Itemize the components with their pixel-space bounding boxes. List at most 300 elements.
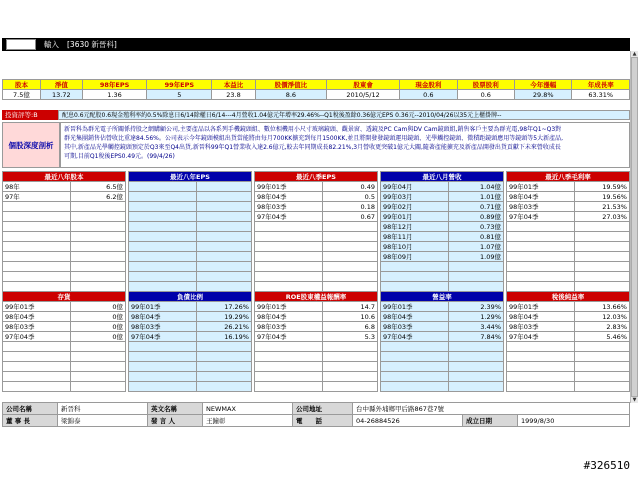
table-row (255, 342, 378, 352)
row-label (507, 372, 575, 382)
row-value (574, 362, 629, 372)
row-value: 19.56% (574, 192, 629, 202)
row-label (3, 242, 71, 252)
summary-header: 股本 (3, 80, 41, 90)
row-value: 1.07億 (448, 242, 503, 252)
table-row (3, 362, 126, 372)
table-row (381, 262, 504, 272)
table-row (129, 302, 252, 312)
table-row (507, 272, 630, 282)
row-value (574, 242, 629, 252)
table-row (381, 322, 504, 332)
row-label (129, 232, 197, 242)
row-label: 98年10月 (381, 242, 449, 252)
row-label: 98年 (3, 182, 71, 192)
panel-title: ROE股東權益報酬率 (255, 292, 378, 302)
row-label (129, 352, 197, 362)
row-label (255, 232, 323, 242)
row-value (196, 182, 251, 192)
table-row (129, 342, 252, 352)
table-row (507, 232, 630, 242)
table-row (129, 372, 252, 382)
summary-value: 13.72 (40, 90, 82, 100)
summary-header: 年成長率 (572, 80, 630, 90)
table-row (255, 242, 378, 252)
row-label: 99年01季 (507, 182, 575, 192)
row-value: 21.53% (574, 202, 629, 212)
table-row (507, 382, 630, 392)
table-row (507, 322, 630, 332)
table-row (129, 212, 252, 222)
row-value (574, 252, 629, 262)
row-value (70, 352, 125, 362)
row-label: 98年04季 (381, 312, 449, 322)
row-value: 2.39% (448, 302, 503, 312)
row-value (70, 382, 125, 392)
row-value: 0.89億 (448, 212, 503, 222)
founded-label: 成立日期 (463, 415, 518, 427)
row-label (3, 372, 71, 382)
row-label: 99年01季 (255, 182, 323, 192)
summary-header: 98年EPS (82, 80, 147, 90)
row-label: 98年03季 (255, 322, 323, 332)
table-row (381, 332, 504, 342)
row-value (70, 232, 125, 242)
row-label: 97年04季 (129, 332, 197, 342)
row-label (255, 342, 323, 352)
row-label (381, 352, 449, 362)
row-value: 1.09億 (448, 252, 503, 262)
row-value (448, 382, 503, 392)
table-row (3, 222, 126, 232)
row-label: 97年04季 (507, 212, 575, 222)
row-value (448, 372, 503, 382)
row-label (255, 252, 323, 262)
table-row (129, 232, 252, 242)
table-row (129, 312, 252, 322)
summary-header: 股東會 (327, 80, 400, 90)
table-row (381, 232, 504, 242)
table-row (129, 322, 252, 332)
table-row (129, 332, 252, 342)
row-label: 99年01季 (3, 302, 71, 312)
row-value: 1.29% (448, 312, 503, 322)
row-value (574, 352, 629, 362)
row-value (70, 372, 125, 382)
investment-rating (2, 110, 630, 120)
table-row (3, 342, 126, 352)
row-value (322, 352, 377, 362)
row-label (3, 212, 71, 222)
row-value: 0.49 (322, 182, 377, 192)
founded-date: 1999/8/30 (518, 415, 630, 427)
row-label (129, 272, 197, 282)
row-label (129, 362, 197, 372)
roe-panel (254, 291, 378, 392)
table-row (507, 182, 630, 192)
row-value: 6.5億 (70, 182, 125, 192)
row-value (322, 372, 377, 382)
row-value (322, 362, 377, 372)
panel-title: 最近八季EPS (255, 172, 378, 182)
row-label: 98年11月 (381, 232, 449, 242)
company-name-label: 公司名稱 (3, 403, 58, 415)
english-name-label: 英文名稱 (148, 403, 203, 415)
row-label: 99年01月 (381, 212, 449, 222)
row-label (3, 202, 71, 212)
table-row (507, 192, 630, 202)
row-label (507, 252, 575, 262)
row-value (574, 282, 629, 292)
analysis-line: 新晉科為群光電子所關係持股之網購顧公司,主要產品以各系列手機鏡頭組、數位相機用小尺寸玻璃鏡頭、觀景窗、透鏡及PC Cam與DV Cam鏡頭組,銷售客戶主要為群光電,98年Q1~Q3對 (64, 126, 562, 133)
panel-title: 營益率 (381, 292, 504, 302)
panel-title: 存貨 (3, 292, 126, 302)
table-row (381, 302, 504, 312)
row-value (70, 242, 125, 252)
table-row (381, 372, 504, 382)
top-bar (2, 38, 630, 51)
table-row (507, 362, 630, 372)
address-label: 公司地址 (293, 403, 353, 415)
table-row (507, 242, 630, 252)
table-row (255, 332, 378, 342)
row-value (448, 352, 503, 362)
table-row (381, 272, 504, 282)
table-row (129, 362, 252, 372)
row-label (3, 352, 71, 362)
row-value (448, 282, 503, 292)
table-row (255, 252, 378, 262)
table-row (507, 262, 630, 272)
panel-title: 最近八季毛利率 (507, 172, 630, 182)
row-value: 26.21% (196, 322, 251, 332)
table-row (3, 242, 126, 252)
row-label: 97年04季 (255, 212, 323, 222)
row-value (448, 262, 503, 272)
table-row (381, 352, 504, 362)
row-value (196, 202, 251, 212)
row-label (255, 282, 323, 292)
row-label (129, 212, 197, 222)
row-label (381, 262, 449, 272)
analysis-line: 可期,目前Q1稅後EPS0.49元。(99/4/26) (64, 153, 175, 160)
spokesperson-label: 發 言 人 (148, 415, 203, 427)
summary-value: 7.5億 (3, 90, 41, 100)
row-label (3, 382, 71, 392)
eps-8y-panel (128, 171, 252, 292)
phone: 04-26884526 (353, 415, 463, 427)
row-value (196, 262, 251, 272)
row-value: 19.29% (196, 312, 251, 322)
table-row (3, 202, 126, 212)
scroll-thumb[interactable] (631, 57, 638, 397)
table-row (255, 312, 378, 322)
stock-input[interactable] (6, 39, 36, 50)
row-value (322, 252, 377, 262)
row-label (129, 202, 197, 212)
spokesperson: 王鐘彰 (203, 415, 293, 427)
panel-title: 稅後純益率 (507, 292, 630, 302)
row-label: 98年03季 (255, 202, 323, 212)
row-value: 0.71億 (448, 202, 503, 212)
row-label (255, 222, 323, 232)
analysis-text (60, 122, 630, 168)
table-row (381, 222, 504, 232)
summary-value: 0.6 (400, 90, 457, 100)
row-value (574, 232, 629, 242)
row-value (574, 342, 629, 352)
analysis-line: 其中,新產品光學觸控鏡頭預定於Q3來至Q4出貨,新晉科99年Q1營業收入達2.6億元,較去年同期成長82.21%,3月營收更突破1億元大關,隨著產能擴充及新產品開發出貨貢獻下未來營收成長 (64, 144, 561, 151)
eps-8q-panel (254, 171, 378, 292)
row-label (255, 272, 323, 282)
row-value (70, 202, 125, 212)
row-value (70, 212, 125, 222)
row-value: 0億 (70, 322, 125, 332)
row-value (70, 262, 125, 272)
row-label (507, 342, 575, 352)
table-row (507, 302, 630, 312)
row-value: 27.03% (574, 212, 629, 222)
row-value (322, 282, 377, 292)
panel-title: 負債比例 (129, 292, 252, 302)
row-label (3, 282, 71, 292)
table-row (507, 332, 630, 342)
table-row (3, 192, 126, 202)
table-row (255, 232, 378, 242)
row-value: 6.2億 (70, 192, 125, 202)
table-row (507, 202, 630, 212)
row-value (196, 342, 251, 352)
table-row (3, 372, 126, 382)
row-label (507, 232, 575, 242)
row-label: 97年04季 (507, 332, 575, 342)
row-label: 98年04季 (255, 312, 323, 322)
row-label (507, 262, 575, 272)
row-value (574, 272, 629, 282)
row-label: 98年09月 (381, 252, 449, 262)
table-row (381, 242, 504, 252)
table-row (3, 322, 126, 332)
row-value (322, 222, 377, 232)
table-row (381, 342, 504, 352)
row-value: 0.18 (322, 202, 377, 212)
table-row (507, 352, 630, 362)
row-label (3, 272, 71, 282)
row-label: 98年03季 (3, 322, 71, 332)
summary-header: 99年EPS (147, 80, 212, 90)
row-value (70, 342, 125, 352)
row-value (322, 342, 377, 352)
company-name: 新晉科 (58, 403, 148, 415)
row-label (381, 372, 449, 382)
row-value (196, 232, 251, 242)
table-row (129, 272, 252, 282)
table-row (129, 242, 252, 252)
summary-value: 5 (147, 90, 212, 100)
table-row (381, 282, 504, 292)
analysis-line: 群光集團銷售佔營收比重達84.56%。公司表示今年鏡頭模組出貨當能將由每月700KK擴充到每月1500KK,並且將開發發鏡頭運用鏡頭、光學觸控鏡頭、微積距鏡頭應用等鏡頭等5大新產品, (64, 135, 563, 142)
row-label (129, 262, 197, 272)
table-row (507, 222, 630, 232)
row-label (507, 222, 575, 232)
row-value: 19.59% (574, 182, 629, 192)
row-label (129, 252, 197, 262)
row-label: 98年04季 (507, 312, 575, 322)
table-row (255, 382, 378, 392)
table-row (381, 212, 504, 222)
net-margin-panel (506, 291, 630, 392)
table-row (381, 312, 504, 322)
table-row (129, 262, 252, 272)
table-row (255, 272, 378, 282)
table-row (129, 252, 252, 262)
row-value (196, 242, 251, 252)
row-label: 99年01季 (255, 302, 323, 312)
table-row (129, 192, 252, 202)
row-value (574, 372, 629, 382)
table-row (255, 352, 378, 362)
row-label (255, 352, 323, 362)
company-info-table (2, 402, 630, 427)
row-label (381, 282, 449, 292)
row-value: 6.8 (322, 322, 377, 332)
row-value: 1.04億 (448, 182, 503, 192)
row-label (3, 342, 71, 352)
row-value: 0.67 (322, 212, 377, 222)
table-row (3, 252, 126, 262)
summary-value: 0.6 (457, 90, 514, 100)
row-value: 0.5 (322, 192, 377, 202)
table-row (255, 262, 378, 272)
row-label (129, 372, 197, 382)
table-row (3, 332, 126, 342)
summary-header: 股票股利 (457, 80, 514, 90)
row-value (196, 372, 251, 382)
row-value: 12.03% (574, 312, 629, 322)
row-label: 98年03季 (381, 322, 449, 332)
row-value (196, 192, 251, 202)
row-label: 98年04季 (507, 192, 575, 202)
analysis-label: 個股深度剖析 (2, 122, 60, 168)
row-label: 98年12月 (381, 222, 449, 232)
summary-value: 29.8% (514, 90, 571, 100)
row-value: 0.81億 (448, 232, 503, 242)
table-row (255, 362, 378, 372)
table-row (381, 202, 504, 212)
phone-label: 電 話 (293, 415, 353, 427)
summary-header: 今年漲幅 (514, 80, 571, 90)
table-row (3, 352, 126, 362)
row-value (196, 222, 251, 232)
row-value (70, 222, 125, 232)
english-name: NEWMAX (203, 403, 293, 415)
table-row (255, 322, 378, 332)
vertical-scrollbar[interactable] (630, 51, 638, 403)
row-value (448, 272, 503, 282)
table-row (255, 212, 378, 222)
table-row (3, 382, 126, 392)
row-value: 14.7 (322, 302, 377, 312)
summary-value: 2010/5/12 (327, 90, 400, 100)
panel-title: 最近八年股本 (3, 172, 126, 182)
row-label (507, 272, 575, 282)
table-row (3, 212, 126, 222)
row-label (507, 242, 575, 252)
row-value (322, 272, 377, 282)
row-label (3, 362, 71, 372)
table-row (3, 182, 126, 192)
table-row (507, 252, 630, 262)
row-label (3, 222, 71, 232)
company-address: 台中縣外埔鄉甲后路867巷7號 (353, 403, 630, 415)
debt-panel (128, 291, 252, 392)
row-label: 97年04季 (3, 332, 71, 342)
row-label: 98年04季 (3, 312, 71, 322)
row-label (381, 362, 449, 372)
row-label: 98年04季 (129, 312, 197, 322)
table-row (129, 182, 252, 192)
table-row (507, 342, 630, 352)
table-row (507, 212, 630, 222)
scroll-up-icon[interactable]: ▲ (632, 51, 637, 57)
summary-value: 63.31% (572, 90, 630, 100)
table-row (3, 282, 126, 292)
row-value (70, 362, 125, 372)
row-label (129, 342, 197, 352)
table-row (129, 202, 252, 212)
row-label (381, 382, 449, 392)
row-label (3, 252, 71, 262)
summary-header: 淨值 (40, 80, 82, 90)
row-value (196, 362, 251, 372)
row-label (381, 342, 449, 352)
table-row (255, 202, 378, 212)
margin-8q-panel (506, 171, 630, 292)
row-value (196, 252, 251, 262)
row-label: 99年01季 (507, 302, 575, 312)
table-row (129, 282, 252, 292)
row-value: 10.6 (322, 312, 377, 322)
row-value: 1.01億 (448, 192, 503, 202)
table-row (381, 182, 504, 192)
table-row (3, 232, 126, 242)
table-row (381, 192, 504, 202)
summary-value: 1.36 (82, 90, 147, 100)
table-row (507, 372, 630, 382)
row-value (322, 232, 377, 242)
summary-header: 現金股利 (400, 80, 457, 90)
row-label (3, 232, 71, 242)
row-value (574, 382, 629, 392)
summary-header: 本益比 (212, 80, 256, 90)
capital-panel (2, 171, 126, 292)
row-label (507, 382, 575, 392)
row-value (196, 382, 251, 392)
row-label: 97年04季 (255, 332, 323, 342)
row-label (255, 372, 323, 382)
scroll-down-icon[interactable]: ▼ (632, 397, 637, 403)
row-value (448, 362, 503, 372)
row-label (129, 242, 197, 252)
table-row (255, 302, 378, 312)
row-label: 99年04月 (381, 182, 449, 192)
panel-title: 最近八月營收 (381, 172, 504, 182)
row-label (381, 272, 449, 282)
row-label (255, 242, 323, 252)
row-value (322, 382, 377, 392)
row-value: 17.26% (196, 302, 251, 312)
inventory-panel (2, 291, 126, 392)
